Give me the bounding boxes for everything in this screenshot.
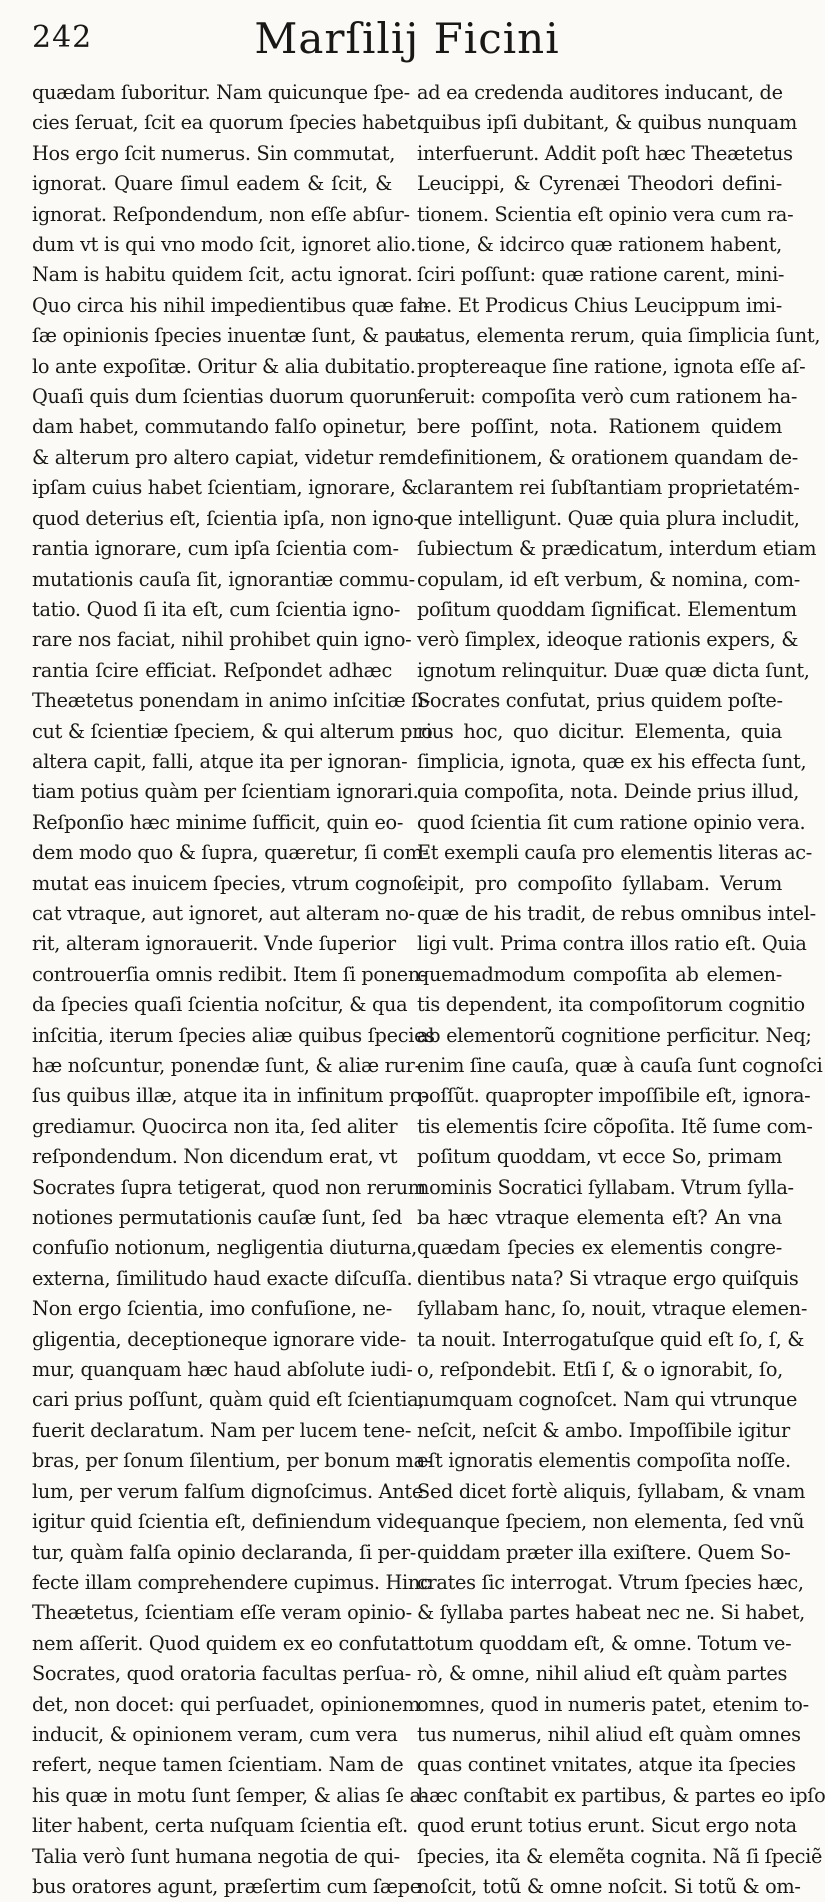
text-line: igitur quid ſcientia eſt, definiendum vide- [32, 1510, 423, 1534]
text-line: quia compoſita, nota. Deinde prius illud, [417, 780, 800, 804]
text-line: ad ea credenda auditores inducant, de [417, 81, 783, 104]
text-line: ſimplicia, ignota, quæ ex his effecta ſunt, [417, 749, 807, 773]
text-line: cies ſeruat, ſcit ea quorum ſpecies habet. [32, 111, 422, 135]
text-line: enim ſine cauſa, quæ à cauſa ſunt cognoſci [417, 1054, 823, 1077]
text-line: rare nos faciat, nihil prohibet quin igno- [32, 628, 412, 652]
text-line: quædam ſuboritur. Nam quicunque ſpe- [32, 81, 410, 104]
page-header [32, 14, 782, 72]
text-line: tione, & idcirco quæ rationem habent, [417, 233, 782, 257]
text-line: notiones permutationis cauſæ ſunt, ſed [32, 1206, 403, 1230]
text-line: Talia verò ſunt humana negotia de qui- [32, 1844, 400, 1868]
text-line: liter habent, certa nuſquam ſcientia eſt. [32, 1814, 408, 1838]
text-line: quanque ſpeciem, non elementa, ſed vnũ [417, 1510, 805, 1534]
text-line: dem modo quo & ſupra, quæretur, ſi com- [32, 841, 429, 865]
text-line: dum vt is qui vno modo ſcit, ignoret alio. [32, 233, 416, 257]
text-line: quibus ipſi dubitant, & quibus nunquam [417, 111, 797, 135]
text-line: mutat eas inuicem ſpecies, vtrum cognoſ- [32, 871, 426, 895]
text-line: Sed dicet fortè aliquis, ſyllabam, & vnam [417, 1479, 806, 1503]
text-line: rius hoc, quo dicitur. Elementa, quia [417, 719, 782, 743]
text-line: externa, ſimilitudo haud exacte diſcuſſa. [32, 1266, 413, 1290]
text-line: Hos ergo ſcit numerus. Sin commutat, [32, 141, 396, 165]
text-line: verò ſimplex, ideoque rationis expers, & [417, 628, 799, 652]
text-line: ab elementorũ cognitione perficitur. Neq; [417, 1023, 812, 1047]
text-line: inducit, & opinionem veram, cum vera [32, 1722, 398, 1746]
text-line: eſt ignoratis elementis compoſita noſſe. [417, 1449, 791, 1473]
text-line: reſpondendum. Non dicendum erat, vt [32, 1145, 398, 1169]
text-line: rantia ſcire efficiat. Reſpondet adhæc [32, 658, 392, 682]
page-number: 242 [32, 20, 93, 55]
text-line: quemadmodum compoſita ab elemen- [417, 962, 782, 986]
text-line: fuerit declaratum. Nam per lucem tene- [32, 1418, 412, 1442]
text-line: Non ergo ſcientia, imo confuſione, ne- [32, 1297, 392, 1321]
text-line: Reſponſio hæc minime ſufficit, quin eo- [32, 810, 404, 834]
text-line: ipſam cuius habet ſcientiam, ignorare, & [32, 476, 419, 500]
text-line: quædam ſpecies ex elementis congre- [417, 1236, 782, 1260]
text-line: ſeruit: compoſita verò cum rationem ha- [417, 385, 798, 409]
text-line: gligentia, deceptioneque ignorare vide- [32, 1327, 407, 1351]
text-line: cut & ſcientiæ ſpeciem, & qui alterum pro [32, 719, 433, 743]
text-line: bus oratores agunt, præſertim cum ſæpe [32, 1874, 421, 1898]
text-line: ſciri poſſunt: quæ ratione carent, mini- [417, 263, 785, 287]
text-line: quas continet vnitates, atque ita ſpecies [417, 1753, 796, 1777]
text-line: dientibus nata? Si vtraque ergo quiſquis [417, 1266, 799, 1290]
text-line: proptereaque ſine ratione, ignota eſſe aſ- [417, 354, 806, 378]
text-line: clarantem rei ſubſtantiam proprietatém- [417, 476, 800, 500]
text-line: numquam cognoſcet. Nam qui vtrunque [417, 1388, 798, 1412]
text-line: da ſpecies quaſi ſcientia noſcitur, & qua [32, 993, 408, 1017]
text-line: confuſio notionum, negligentia diuturna, [32, 1236, 417, 1260]
text-line: tur, quàm falſa opinio declaranda, ſi per- [32, 1540, 416, 1564]
text-line: grediamur. Quocirca non ita, ſed aliter [32, 1114, 398, 1138]
text-line: cari prius poſſunt, quàm quid eſt ſcientia, [32, 1388, 425, 1412]
text-line: rantia ignorare, cum ipſa ſcientia com- [32, 537, 399, 561]
text-line: que intelligunt. Quæ quia plura includit, [417, 506, 800, 530]
text-line: ignorat. Reſpondendum, non eſſe abſur- [32, 202, 410, 226]
text-line: controuerſia omnis redibit. Item ſi ponen- [32, 962, 427, 986]
running-title: Marſilij Ficini [254, 14, 560, 63]
text-line: Theætetus ponendam in animo inſcitiæ ſi- [32, 689, 431, 713]
text-line: Socrates ſupra tetigerat, quod non rerum [32, 1175, 426, 1199]
text-line: nem aſſerit. Quod quidem ex eo confutat [32, 1631, 418, 1655]
text-line: ba hæc vtraque elementa eſt? An vna [417, 1206, 782, 1230]
text-line: ſubiectum & prædicatum, interdum etiam [417, 537, 817, 561]
text-line: neſcit, neſcit & ambo. Impoſſibile igitur [417, 1418, 790, 1442]
text-line: copulam, id eſt verbum, & nomina, com- [417, 567, 800, 591]
text-line: dam habet, commutando falſo opinetur, [32, 415, 407, 439]
text-line: refert, neque tamen ſcientiam. Nam de [32, 1753, 404, 1777]
text-line: ligi vult. Prima contra illos ratio eſt. Quia [417, 932, 807, 956]
text-line: hæc conſtabit ex partibus, & partes eo ipſo [417, 1783, 825, 1807]
text-line: Et exempli cauſa pro elementis literas ac- [417, 841, 812, 865]
text-line: Socrates, quod oratoria facultas perſua- [32, 1662, 411, 1686]
text-line: mur, quanquam hæc haud abſolute iudi- [32, 1358, 413, 1382]
text-line: crates ſic interrogat. Vtrum ſpecies hæc, [417, 1570, 804, 1594]
text-line: Leucippi, & Cyrenæi Theodori defini- [417, 172, 782, 196]
text-line: quod deterius eſt, ſcientia ipſa, non igno- [32, 506, 420, 530]
text-line: Socrates confutat, prius quidem poſte- [417, 689, 783, 713]
text-line: ignotum relinquitur. Duæ quæ dicta ſunt, [417, 658, 810, 682]
text-line: Quo circa his nihil impedientibus quæ fal- [32, 293, 430, 317]
text-line: Quaſi quis dum ſcientias duorum quorun- [32, 385, 425, 409]
text-line: & alterum pro altero capiat, videtur rem [32, 445, 417, 469]
text-line: lo ante expoſitæ. Oritur & alia dubitatio. [32, 354, 416, 378]
text-line: totum quoddam eſt, & omne. Totum ve- [417, 1631, 792, 1655]
text-line: bras, per ſonum ſilentium, per bonum ma- [32, 1449, 432, 1473]
text-line: det, non docet: qui perſuadet, opinionem [32, 1692, 421, 1716]
text-line: cipit, pro compoſito ſyllabam. Verum [417, 871, 782, 895]
text-line: poſitum quoddam, vt ecce So, primam [417, 1145, 782, 1169]
text-line: nominis Socratici ſyllabam. Vtrum ſylla- [417, 1175, 794, 1199]
right-column [417, 78, 825, 1902]
text-line: ſus quibus illæ, atque ita in infinitum pro- [32, 1084, 428, 1108]
text-line: poſſũt. quapropter impoſſibile eſt, ignora- [417, 1084, 811, 1108]
text-line: o, reſpondebit. Etſi ſ, & o ignorabit, ſo, [417, 1358, 783, 1382]
text-line: tiam potius quàm per ſcientiam ignorari. [32, 780, 419, 804]
text-line: quæ de his tradit, de rebus omnibus intel- [417, 901, 816, 925]
text-line: omnes, quod in numeris patet, etenim to- [417, 1692, 809, 1716]
text-line: his quæ in motu ſunt ſemper, & alias ſe a- [32, 1783, 428, 1807]
text-line: interfuerunt. Addit poſt hæc Theætetus [417, 141, 793, 165]
text-line: mutationis cauſa ſit, ignorantiæ commu- [32, 567, 415, 591]
text-line: tis dependent, ita compoſitorum cognitio [417, 993, 805, 1017]
text-line: definitionem, & orationem quandam de- [417, 445, 799, 469]
text-line: lum, per verum falſum dignoſcimus. Ante [32, 1479, 423, 1503]
text-line: tatio. Quod ſi ita eſt, cum ſcientia igno- [32, 597, 401, 621]
text-line: bere poſſint, nota. Rationem quidem [417, 415, 782, 439]
text-line: tis elementis ſcire cõpoſita. Itẽ ſume com- [417, 1114, 813, 1138]
text-line: & ſyllaba partes habeat nec ne. Si habet, [417, 1601, 805, 1625]
text-line: ſæ opinionis ſpecies inuentæ ſunt, & pau- [32, 324, 427, 348]
text-line: me. Et Prodicus Chius Leucippum imi- [417, 293, 782, 317]
text-line: inſcitia, iterum ſpecies aliæ quibus ſpecies [32, 1023, 435, 1047]
text-columns [32, 78, 825, 1902]
text-line: rit, alteram ignorauerit. Vnde ſuperior [32, 932, 396, 956]
text-line: ſyllabam hanc, ſo, nouit, vtraque elemen- [417, 1297, 808, 1321]
text-line: Theætetus, ſcientiam eſſe veram opinio- [32, 1601, 412, 1625]
text-line: quod ſcientia ſit cum ratione opinio vera. [417, 810, 806, 834]
left-column [32, 78, 435, 1902]
text-line: noſcit, totũ & omne noſcit. Si totũ & om- [417, 1874, 801, 1898]
text-line: altera capit, falli, atque ita per ignoran- [32, 749, 408, 773]
text-line: rò, & omne, nihil aliud eſt quàm partes [417, 1662, 788, 1686]
text-line: quiddam præter illa exiſtere. Quem So- [417, 1540, 791, 1564]
text-line: Nam is habitu quidem ſcit, actu ignorat. [32, 263, 413, 287]
text-line: ta nouit. Interrogatuſque quid eſt ſo, ſ, & [417, 1327, 805, 1351]
text-line: fecte illam comprehendere cupimus. Hinc [32, 1570, 431, 1594]
text-line: tatus, elementa rerum, quia ſimplicia ſunt, [417, 324, 821, 348]
text-line: tionem. Scientia eſt opinio vera cum ra- [417, 202, 794, 226]
text-line: quod erunt totius erunt. Sicut ergo nota [417, 1814, 797, 1838]
text-line: tus numerus, nihil aliud eſt quàm omnes [417, 1722, 801, 1746]
text-line: poſitum quoddam ſignificat. Elementum [417, 597, 797, 621]
text-line: hæ noſcuntur, ponendæ ſunt, & aliæ rur- [32, 1054, 421, 1077]
text-line: ignorat. Quare ſimul eadem & ſcit, & [32, 172, 392, 196]
text-line: ſpecies, ita & elemẽta cognita. Nã ſi ſpeciẽ [417, 1844, 823, 1868]
text-line: cat vtraque, aut ignoret, aut alteram no- [32, 901, 415, 925]
